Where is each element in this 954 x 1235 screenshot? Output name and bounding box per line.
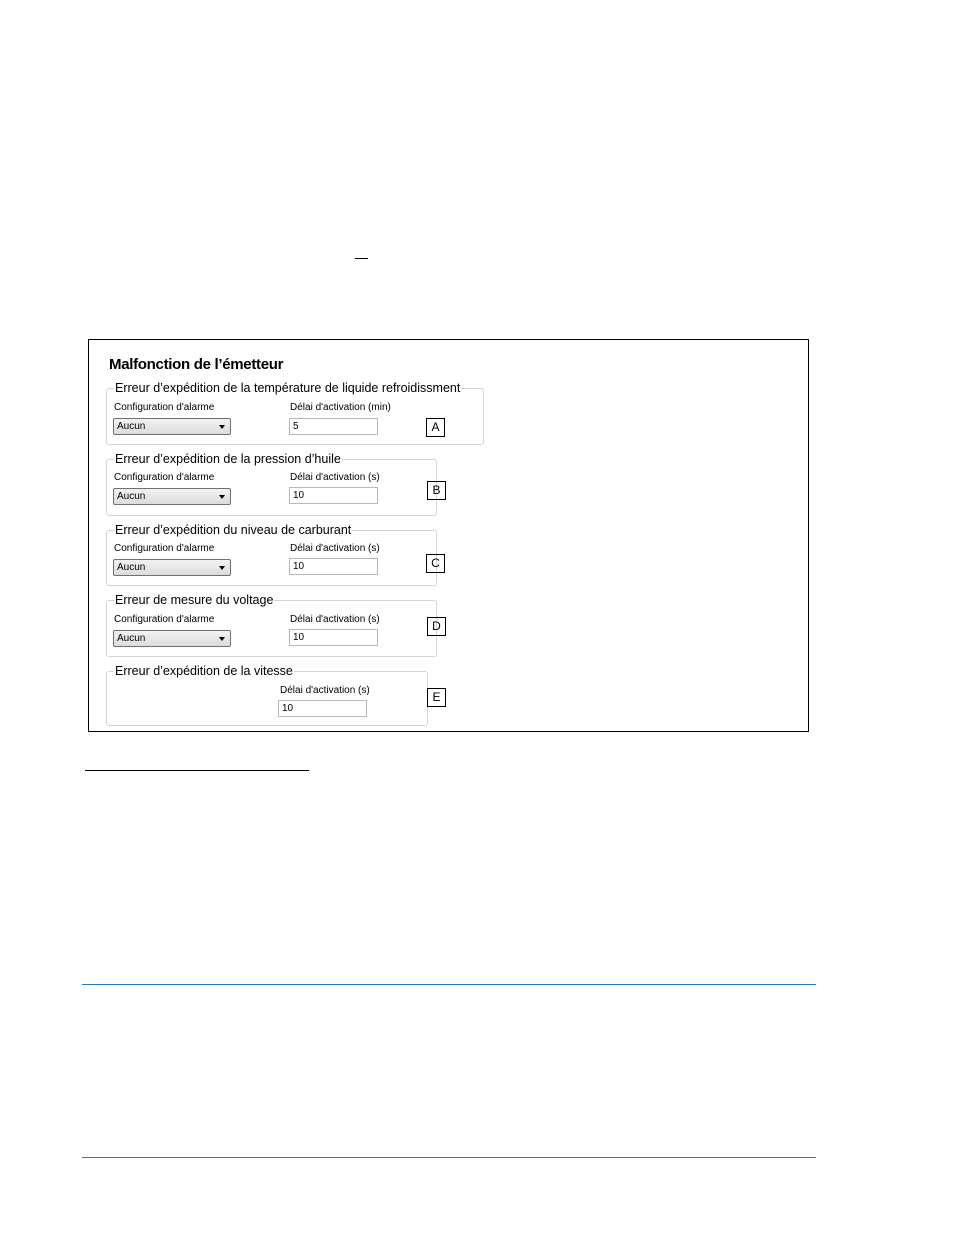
emitter-malfunction-panel [88, 339, 809, 732]
alarm-config-select[interactable] [113, 488, 231, 505]
delay-input[interactable]: 10 [289, 629, 378, 646]
delay-input[interactable]: 5 [289, 418, 378, 435]
group-speed [106, 664, 441, 726]
alarm-config-value: Aucun [117, 421, 146, 432]
alarm-config-label: Configuration d'alarme [114, 614, 215, 625]
footer-rule-top [82, 984, 816, 985]
group-title: Erreur de mesure du voltage [115, 593, 274, 607]
group-title: Erreur d’expédition de la vitesse [115, 664, 293, 678]
alarm-config-select[interactable] [113, 630, 231, 647]
chevron-down-icon [219, 425, 225, 429]
delay-input[interactable]: 10 [278, 700, 367, 717]
callout-badge: C [426, 554, 445, 573]
chevron-down-icon [219, 566, 225, 570]
delay-label: Délai d'activation (s) [290, 543, 380, 554]
alarm-config-value: Aucun [117, 562, 146, 573]
alarm-config-label: Configuration d'alarme [114, 472, 215, 483]
group-voltage-measurement [106, 593, 441, 657]
footer-rule-bottom [82, 1157, 816, 1158]
callout-badge: B [427, 481, 446, 500]
decorative-dash [355, 258, 368, 259]
alarm-config-value: Aucun [117, 633, 146, 644]
alarm-config-select[interactable] [113, 418, 231, 435]
chevron-down-icon [219, 495, 225, 499]
delay-input[interactable]: 10 [289, 487, 378, 504]
delay-label: Délai d'activation (s) [280, 685, 370, 696]
group-title: Erreur d’expédition du niveau de carburant [115, 523, 352, 537]
callout-badge: D [427, 617, 446, 636]
delay-label: Délai d'activation (s) [290, 472, 380, 483]
callout-badge: A [426, 418, 445, 437]
alarm-config-value: Aucun [117, 491, 146, 502]
alarm-config-label: Configuration d'alarme [114, 543, 215, 554]
alarm-config-select[interactable] [113, 559, 231, 576]
panel-title: Malfonction de l’émetteur [109, 356, 284, 373]
group-coolant-temperature [106, 381, 484, 445]
group-title: Erreur d’expédition de la température de liquide refroidissment [115, 381, 461, 395]
callout-badge: E [427, 688, 446, 707]
footnote-separator [85, 770, 309, 771]
delay-input[interactable]: 10 [289, 558, 378, 575]
chevron-down-icon [219, 637, 225, 641]
delay-label: Délai d'activation (min) [290, 402, 391, 413]
alarm-config-label: Configuration d'alarme [114, 402, 215, 413]
group-fuel-level [106, 523, 440, 586]
group-title: Erreur d’expédition de la pression d’huile [115, 452, 341, 466]
delay-label: Délai d'activation (s) [290, 614, 380, 625]
group-oil-pressure [106, 452, 441, 516]
